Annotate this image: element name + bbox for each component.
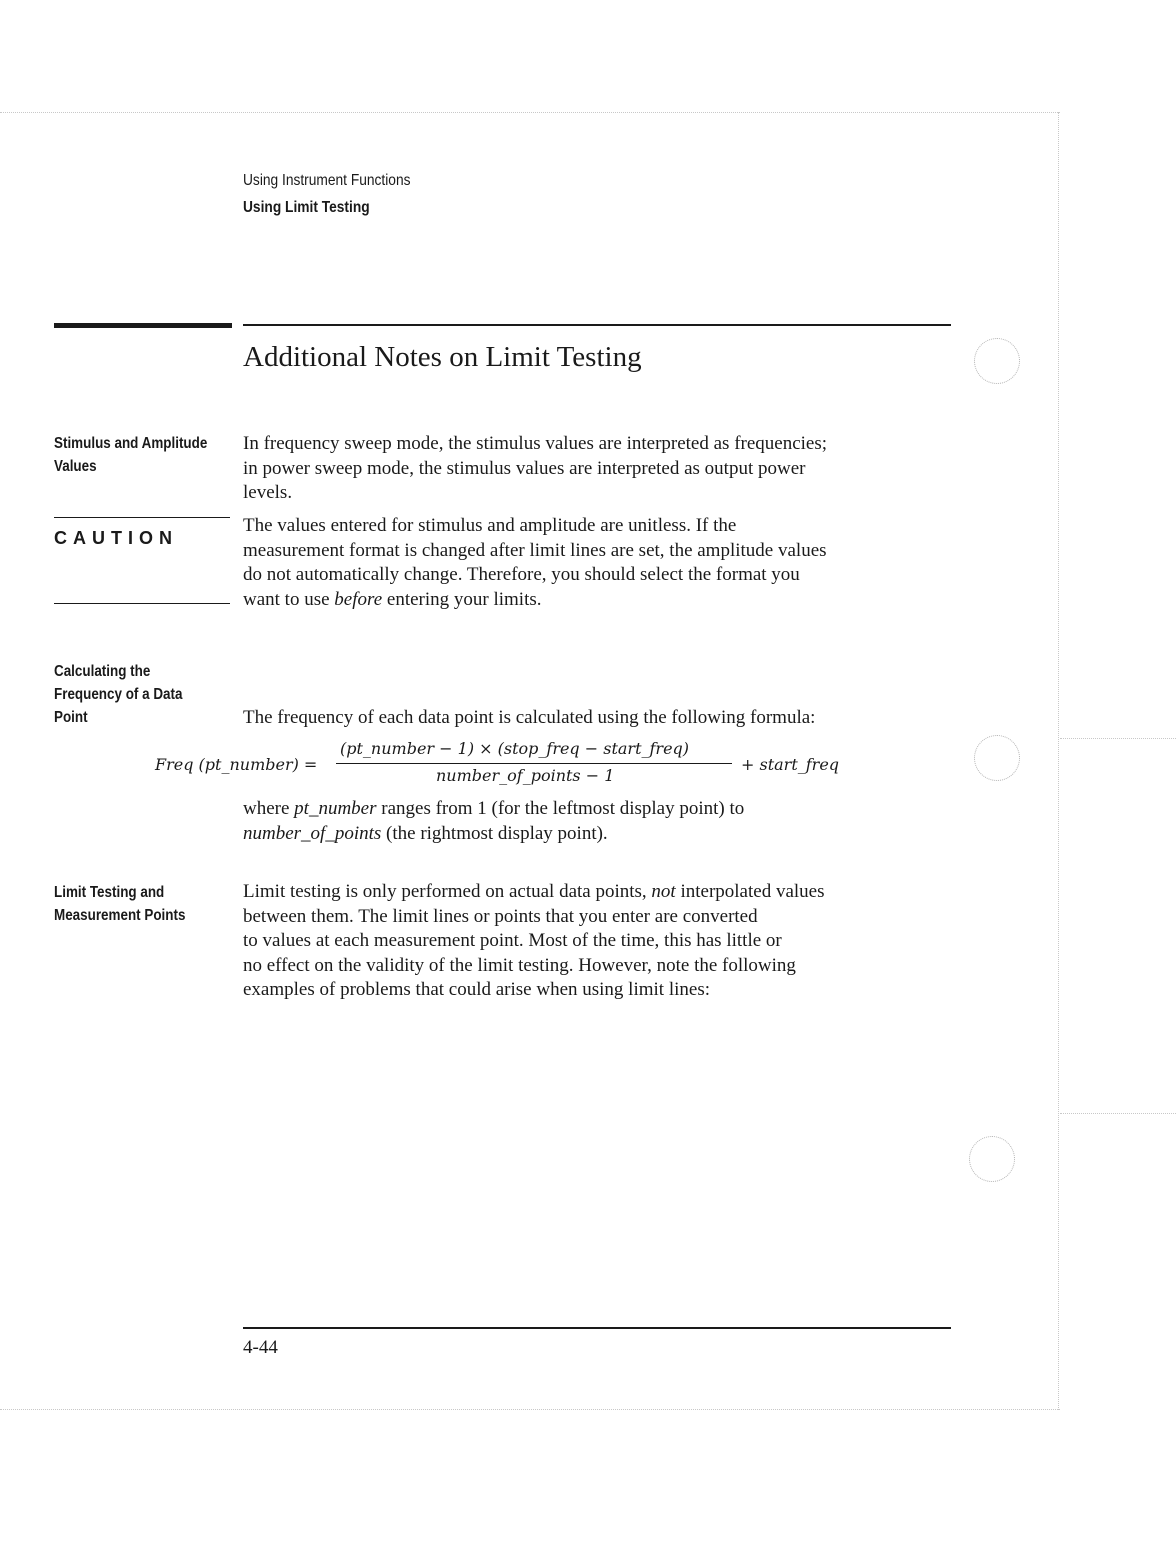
- measurement-line-4: no effect on the validity of the limit testing. However, note the following: [243, 954, 796, 976]
- where-line-2-end: (the rightmost display point).: [381, 822, 608, 844]
- caution-emphasis-before: before: [334, 588, 383, 610]
- formula-rhs: + start_freq: [741, 755, 840, 774]
- stimulus-paragraph: [243, 432, 827, 506]
- sidehead-frequency-line2: Frequency of a Data: [54, 686, 183, 703]
- measurement-line-1: [243, 880, 824, 905]
- caution-paragraph: [243, 514, 827, 612]
- header-section-title: Using Instrument Functions: [243, 172, 411, 189]
- sidehead-frequency-line3: Point: [54, 709, 88, 726]
- stimulus-line-3: levels.: [243, 482, 293, 503]
- where-line-2: [243, 822, 744, 847]
- caution-label: CAUTION: [54, 528, 178, 548]
- caution-rule-top: [54, 517, 230, 518]
- sidehead-measurement: [54, 881, 185, 927]
- caution-line-2: measurement format is changed after limit lines are set, the amplitude values: [243, 539, 827, 561]
- measurement-line-2: between them. The limit lines or points that you enter are converted: [243, 905, 758, 927]
- trim-line-top: [0, 112, 1060, 113]
- stimulus-line-2: in power sweep mode, the stimulus values are interpreted as output power: [243, 457, 806, 479]
- sidehead-stimulus: [54, 432, 207, 478]
- measurement-line-1-start: Limit testing is only performed on actual data points,: [243, 881, 652, 902]
- caution-line-4-end: entering your limits.: [382, 588, 542, 610]
- measurement-emphasis-not: not: [651, 881, 676, 902]
- where-pt-number: pt_number: [294, 798, 377, 819]
- where-line-1-end: ranges from 1 (for the leftmost display point) to: [376, 798, 745, 819]
- formula-numerator: (pt_number − 1) × (stop_freq − start_freq): [340, 739, 690, 758]
- sidehead-measurement-line2: Measurement Points: [54, 907, 186, 924]
- where-line-1-start: where: [243, 798, 295, 819]
- running-header: [243, 170, 438, 219]
- footer-rule: [243, 1327, 951, 1329]
- formula-fraction-bar: [336, 763, 732, 764]
- caution-line-3: do not automatically change. Therefore, you should select the format you: [243, 564, 800, 585]
- binder-hole-middle: [974, 735, 1020, 781]
- formula-lhs: Freq (pt_number) =: [155, 755, 318, 774]
- measurement-line-1-end: interpolated values: [675, 881, 825, 902]
- measurement-paragraph: [243, 880, 824, 1003]
- sidehead-measurement-line1: Limit Testing and: [54, 884, 165, 901]
- measurement-line-3: to values at each measurement point. Most of the time, this has little or: [243, 930, 782, 951]
- sidehead-frequency-line1: Calculating the: [54, 663, 151, 680]
- binder-hole-top: [974, 338, 1020, 384]
- where-number-of-points: number_of_points: [243, 822, 382, 844]
- stimulus-line-1: In frequency sweep mode, the stimulus values are interpreted as frequencies;: [243, 433, 828, 454]
- page-number: 4-44: [243, 1337, 278, 1358]
- caution-line-1: The values entered for stimulus and amplitude are unitless. If the: [243, 515, 737, 536]
- trim-line-right-lower: [1060, 1113, 1176, 1114]
- sidehead-stimulus-line1: Stimulus and Amplitude: [54, 435, 208, 452]
- header-subsection-title: Using Limit Testing: [243, 199, 370, 216]
- heading-rule-thin: [243, 324, 951, 326]
- caution-line-4-start: want to use: [243, 588, 335, 610]
- formula-where-paragraph: [243, 797, 744, 846]
- heading-rule-thick: [54, 323, 232, 328]
- sidehead-frequency: [54, 660, 182, 729]
- trim-line-bottom: [0, 1409, 1060, 1410]
- measurement-line-5: examples of problems that could arise when using limit lines:: [243, 979, 710, 1000]
- caution-rule-bottom: [54, 603, 230, 604]
- formula-denominator: number_of_points − 1: [436, 766, 615, 785]
- trim-line-right-upper: [1060, 738, 1176, 739]
- sidehead-stimulus-line2: Values: [54, 458, 97, 475]
- frequency-intro: The frequency of each data point is calculated using the following formula:: [243, 707, 816, 728]
- page-title: Additional Notes on Limit Testing: [243, 341, 642, 373]
- where-line-1: [243, 797, 744, 822]
- caution-line-4: [243, 588, 827, 613]
- binder-hole-bottom: [969, 1136, 1015, 1182]
- trim-line-right: [1058, 112, 1059, 1410]
